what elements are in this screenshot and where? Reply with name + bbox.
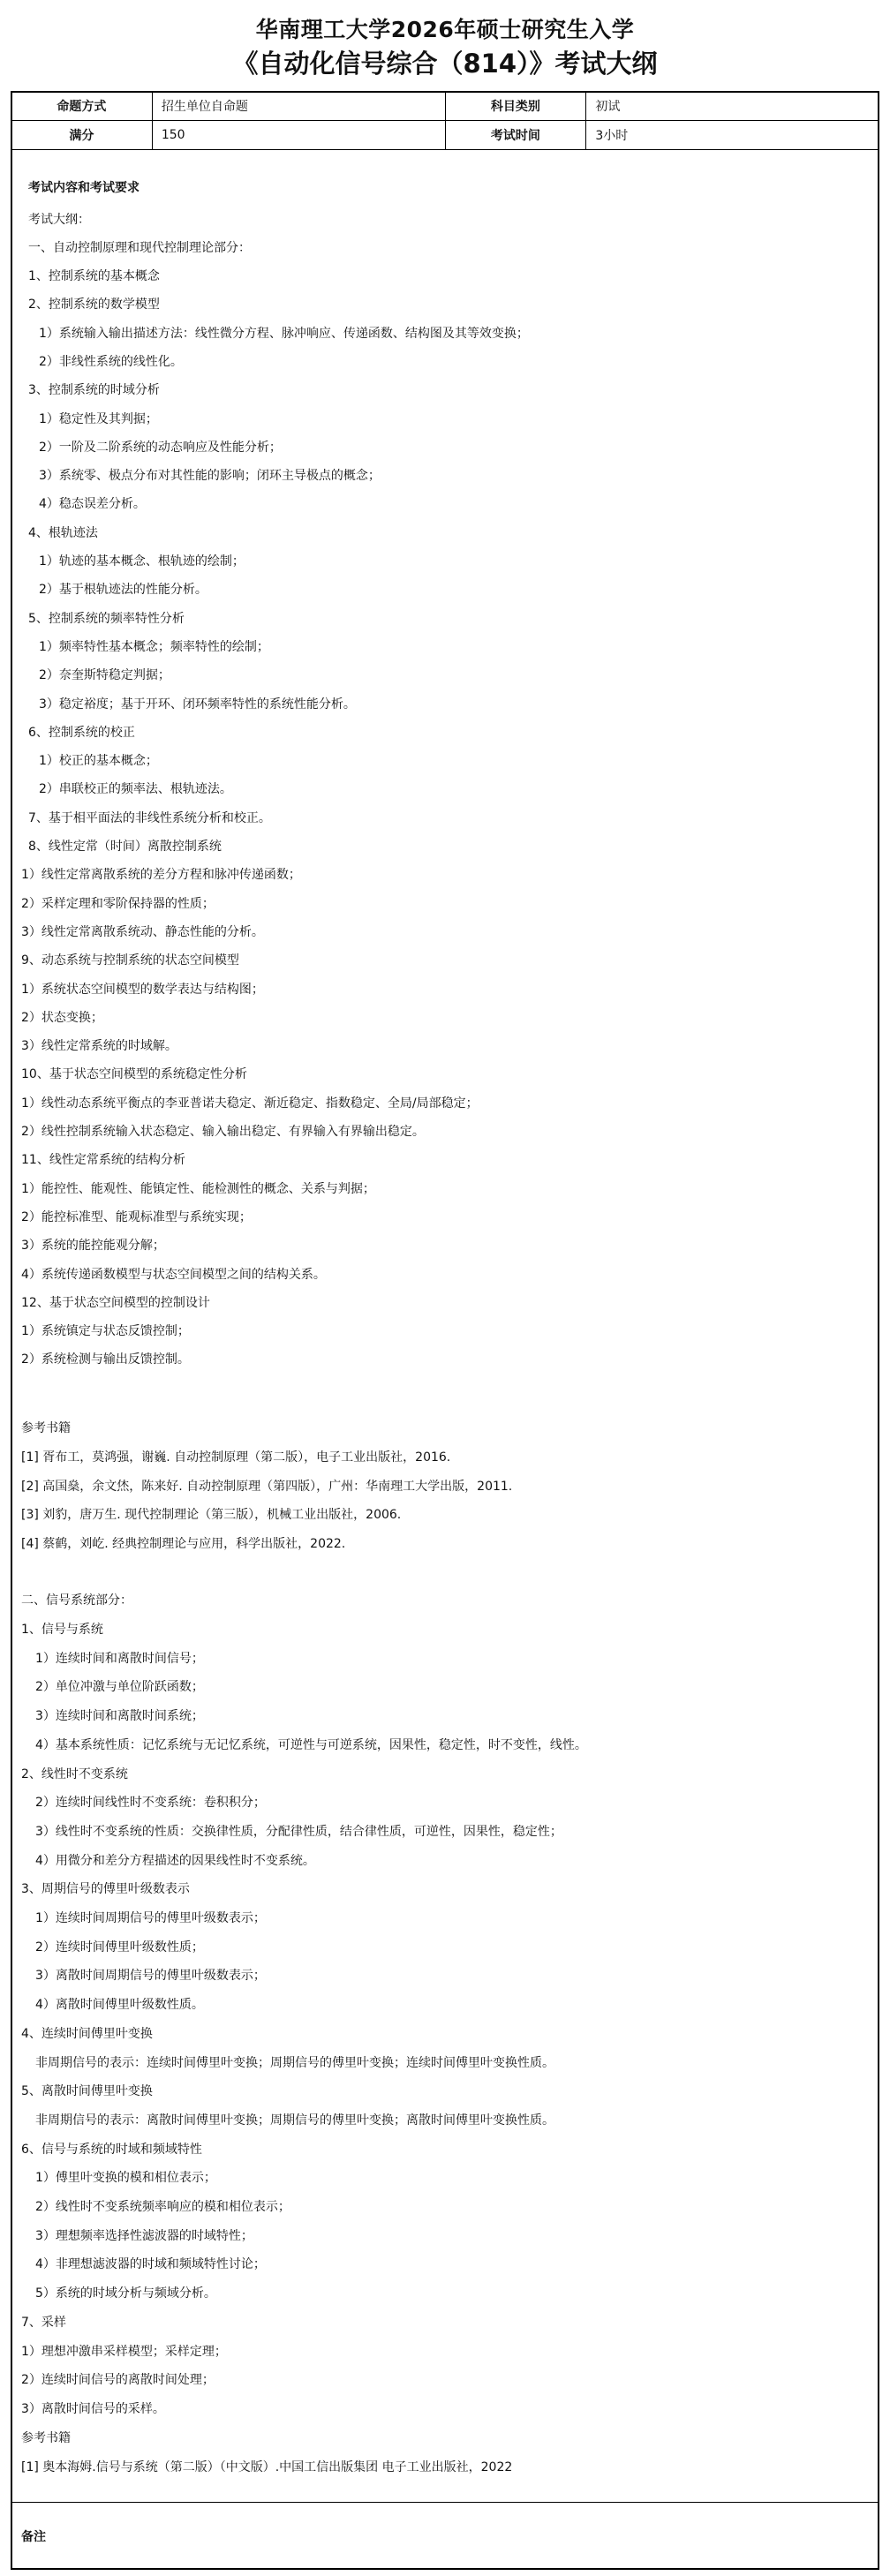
part2-ref-title: 参考书籍 (21, 2431, 71, 2445)
part1-ref: [1] 胥布工，莫鸿强，谢巍. 自动控制原理（第二版），电子工业出版社，2016. (21, 1450, 451, 1465)
time-value: 3小时 (586, 121, 879, 150)
part2-line: 3）理想频率选择性滤波器的时域特性； (35, 2229, 253, 2243)
mode-label: 命题方式 (11, 92, 153, 121)
time-label: 考试时间 (445, 121, 586, 150)
part1-line: 7、基于相平面法的非线性系统分析和校正。 (28, 811, 271, 825)
part1-line: 9、动态系统与控制系统的状态空间模型 (21, 953, 239, 968)
part2-line: 2）连续时间线性时不变系统：卷积积分； (35, 1796, 266, 1810)
part1-line: 8、线性定常（时间）离散控制系统 (28, 840, 222, 854)
part2-line: 4、连续时间傅里叶变换 (21, 2027, 153, 2041)
part2-line: 7、采样 (21, 2316, 66, 2330)
part1-ref: [3] 刘豹，唐万生. 现代控制理论（第三版），机械工业出版社，2006. (21, 1508, 402, 1522)
part2-line: 2）连续时间信号的离散时间处理； (21, 2373, 215, 2387)
part1-line: 2）采样定理和零阶保持器的性质； (21, 897, 215, 911)
part1-line: 3）稳定裕度；基于开环、闭环频率特性的系统性能分析。 (39, 697, 356, 712)
part2-line: 4）离散时间傅里叶级数性质。 (35, 1998, 204, 2012)
content-heading: 考试内容和考试要求 (28, 181, 140, 195)
part1-line: 2、控制系统的数学模型 (28, 298, 160, 312)
part1-title: 一、自动控制原理和现代控制理论部分： (28, 241, 251, 255)
part1-line: 2）线性控制系统输入状态稳定、输入输出稳定、有界输入有界输出稳定。 (21, 1125, 425, 1139)
part1-line: 1）能控性、能观性、能镇定性、能检测性的概念、关系与判据； (21, 1182, 375, 1196)
part1-line: 2）非线性系统的线性化。 (39, 355, 183, 369)
part1-line: 3）系统零、极点分布对其性能的影响；闭环主导极点的概念； (39, 469, 381, 483)
part2-line: 4）基本系统性质：记忆系统与无记忆系统，可逆性与可逆系统，因果性，稳定性，时不变性，线性。 (35, 1738, 587, 1752)
part1-line: 2）系统检测与输出反馈控制。 (21, 1352, 190, 1367)
part2-line: 3）离散时间信号的采样。 (21, 2402, 165, 2416)
part1-line: 6、控制系统的校正 (28, 726, 135, 740)
remarks-separator (11, 2502, 879, 2503)
part1-line: 11、线性定常系统的结构分析 (21, 1153, 185, 1167)
meta-table (11, 91, 879, 150)
part1-line: 12、基于状态空间模型的控制设计 (21, 1296, 210, 1310)
part1-line: 4）稳态误差分析。 (39, 497, 146, 511)
meta-row-2 (11, 121, 879, 150)
part2-title: 二、信号系统部分： (21, 1593, 132, 1608)
part2-line: 5）系统的时域分析与频域分析。 (35, 2286, 216, 2301)
part1-line: 1）线性定常离散系统的差分方程和脉冲传递函数； (21, 868, 301, 882)
category-label: 科目类别 (445, 92, 586, 121)
syllabus-intro: 考试大纲： (28, 213, 90, 227)
part2-line: 1）连续时间周期信号的傅里叶级数表示； (35, 1911, 266, 1925)
part2-line: 3、周期信号的傅里叶级数表示 (21, 1882, 190, 1896)
part2-line: 1）连续时间和离散时间信号； (35, 1652, 204, 1666)
part2-ref: [1] 奥本海姆.信号与系统（第二版）（中文版）.中国工信出版集团 电子工业出版社，2022 (21, 2460, 513, 2474)
part1-line: 1）系统镇定与状态反馈控制； (21, 1324, 190, 1338)
meta-row-1 (11, 92, 879, 121)
document-title-line1: 华南理工大学2026年硕士研究生入学 (255, 17, 635, 42)
part2-line: 3）连续时间和离散时间系统； (35, 1709, 204, 1723)
part1-line: 3）线性定常系统的时域解。 (21, 1039, 177, 1053)
part1-line: 4、根轨迹法 (28, 526, 98, 540)
part1-line: 2）状态变换； (21, 1011, 103, 1025)
part1-ref-title: 参考书籍 (21, 1421, 71, 1435)
part1-line: 5、控制系统的频率特性分析 (28, 612, 185, 626)
part2-line: 2）连续时间傅里叶级数性质； (35, 1940, 204, 1955)
part1-line: 3、控制系统的时域分析 (28, 383, 160, 397)
part2-line: 4）非理想滤波器的时域和频域特性讨论； (35, 2257, 266, 2271)
mode-value: 招生单位自命题 (152, 92, 445, 121)
part2-line: 1）傅里叶变换的模和相位表示； (35, 2171, 216, 2185)
category-value: 初试 (586, 92, 879, 121)
part1-line: 2）一阶及二阶系统的动态响应及性能分析； (39, 441, 282, 455)
document-title-line2: 《自动化信号综合（814）》考试大纲 (232, 49, 658, 79)
part1-line: 1）线性动态系统平衡点的李亚普诺夫稳定、渐近稳定、指数稳定、全局/局部稳定； (21, 1096, 479, 1111)
part1-line: 2）奈奎斯特稳定判据； (39, 668, 170, 682)
part1-line: 10、基于状态空间模型的系统稳定性分析 (21, 1067, 247, 1081)
part2-line: 3）离散时间周期信号的傅里叶级数表示； (35, 1969, 266, 1983)
part1-line: 2）能控标准型、能观标准型与系统实现； (21, 1210, 252, 1224)
part2-line: 5、离散时间傅里叶变换 (21, 2084, 153, 2098)
part1-line: 1）校正的基本概念； (39, 754, 158, 768)
part1-line: 3）系统的能控能观分解； (21, 1239, 165, 1253)
part1-ref: [2] 高国燊，余文烋，陈来好. 自动控制原理（第四版），广州：华南理工大学出版，2011. (21, 1480, 513, 1494)
part2-line: 非周期信号的表示：离散时间傅里叶变换；周期信号的傅里叶变换；离散时间傅里叶变换性质。 (35, 2113, 554, 2128)
part1-line: 4）系统传递函数模型与状态空间模型之间的结构关系。 (21, 1268, 326, 1282)
part1-line: 2）串联校正的频率法、根轨迹法。 (39, 782, 232, 796)
part2-line: 1、信号与系统 (21, 1623, 103, 1637)
part1-line: 1）稳定性及其判据； (39, 412, 158, 426)
remarks-label: 备注 (21, 2530, 46, 2544)
part2-line: 1）理想冲激串采样模型；采样定理； (21, 2345, 227, 2359)
part2-line: 4）用微分和差分方程描述的因果线性时不变系统。 (35, 1854, 315, 1868)
part2-line: 2）线性时不变系统频率响应的模和相位表示； (35, 2200, 290, 2214)
part2-line: 2）单位冲激与单位阶跃函数； (35, 1680, 204, 1694)
part1-line: 2）基于根轨迹法的性能分析。 (39, 583, 207, 597)
part1-line: 1）频率特性基本概念；频率特性的绘制； (39, 640, 269, 654)
part2-line: 2、线性时不变系统 (21, 1767, 128, 1781)
part1-line: 1、控制系统的基本概念 (28, 269, 160, 283)
part1-line: 3）线性定常离散系统动、静态性能的分析。 (21, 925, 264, 939)
part1-line: 1）系统状态空间模型的数学表达与结构图； (21, 983, 264, 997)
part2-line: 6、信号与系统的时域和频域特性 (21, 2143, 202, 2157)
part1-line: 1）轨迹的基本概念、根轨迹的绘制； (39, 554, 245, 569)
score-label: 满分 (11, 121, 153, 150)
part1-line: 1）系统输入输出描述方法：线性微分方程、脉冲响应、传递函数、结构图及其等效变换； (39, 327, 529, 341)
part2-line: 3）线性时不变系统的性质：交换律性质，分配律性质，结合律性质，可逆性，因果性，稳定性； (35, 1825, 562, 1839)
part1-ref: [4] 蔡鹤，刘屹. 经典控制理论与应用，科学出版社，2022. (21, 1537, 346, 1551)
part2-line: 非周期信号的表示：连续时间傅里叶变换；周期信号的傅里叶变换；连续时间傅里叶变换性质。 (35, 2056, 554, 2070)
score-value: 150 (152, 121, 445, 150)
